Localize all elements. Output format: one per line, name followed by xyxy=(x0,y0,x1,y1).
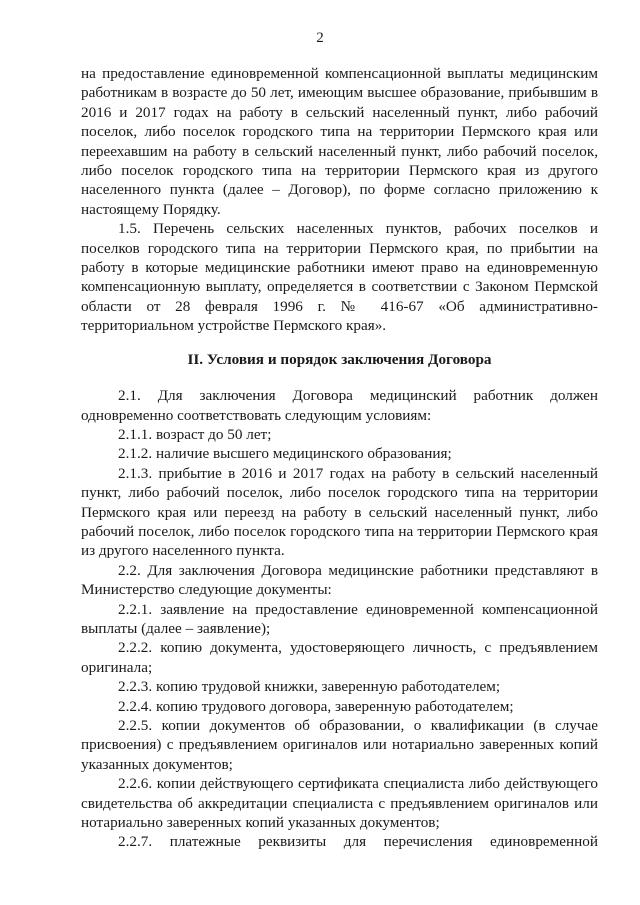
paragraph-2-1-3: 2.1.3. прибытие в 2016 и 2017 годах на работу в сельский населенный пункт, либо рабочий поселок, либо поселок городского типа на территории Пермского края или переезд на работу в сельский населенный пункт, либо рабочий поселок, либо поселок городского типа на территории Пермского края из другого населенного пункта. xyxy=(81,464,598,560)
paragraph-2-2-1: 2.2.1. заявление на предоставление единовременной компенсационной выплаты (далее – заявление); xyxy=(81,600,598,637)
paragraph-2-1-1: 2.1.1. возраст до 50 лет; xyxy=(118,425,272,443)
paragraph-2-1: 2.1. Для заключения Договора медицинский работник должен одновременно соответствовать следующим условиям: xyxy=(81,387,598,424)
paragraph-2-2-2: 2.2.2. копию документа, удостоверяющего личность, с предъявлением оригинала; xyxy=(81,639,598,676)
paragraph-continuation: на предоставление единовременной компенсационной выплаты медицинским работникам в возрасте до 50 лет, имеющим высшее образование, прибывшим в 2016 и 2017 годах на работу в сельский населенный пункт, либо рабочий поселок, либо поселок городского типа на территории Пермского края или переехавшим на работу в сельский населенный пункт, либо рабочий поселок, либо поселок городского типа на территории Пермского края из другого населенного пункта (далее – Договор), по форме согласно приложению к настоящему Порядку. xyxy=(81,65,598,218)
paragraph-2-2-4: 2.2.4. копию трудового договора, заверенную работодателем; xyxy=(118,697,514,715)
paragraph-2-2-5: 2.2.5. копии документов об образовании, о квалификации (в случае присвоения) с предъявлением оригиналов или нотариально заверенных копий указанных документов; xyxy=(81,717,598,773)
paragraph-2-1-2: 2.1.2. наличие высшего медицинского образования; xyxy=(118,445,452,463)
paragraph-1-5: 1.5. Перечень сельских населенных пунктов, рабочих поселков и поселков городского типа на территории Пермского края, по прибытии на работу в которые медицинские работники имеют право на единовременную компенсационную выплату, определяется в соответствии с Законом Пермской области от 28 февраля 1996 г. № 416-67 «Об административно-территориальном устройстве Пермского края». xyxy=(81,220,598,335)
paragraph-2-2-6: 2.2.6. копии действующего сертификата специалиста либо действующего свидетельства об аккредитации специалиста с предъявлением оригиналов или нотариально заверенных копий указанных документов; xyxy=(81,775,598,832)
paragraph-2-2: 2.2. Для заключения Договора медицинские работники представляют в Министерство следующие документы: xyxy=(81,561,598,599)
document-body xyxy=(81,64,598,852)
page-number: 2 xyxy=(316,30,324,46)
paragraph-2-2-3: 2.2.3. копию трудовой книжки, заверенную работодателем; xyxy=(118,678,501,696)
section-heading: II. Условия и порядок заключения Договора xyxy=(187,350,492,368)
paragraph-2-2-7: 2.2.7. платежные реквизиты для перечисления единовременной xyxy=(118,833,598,851)
